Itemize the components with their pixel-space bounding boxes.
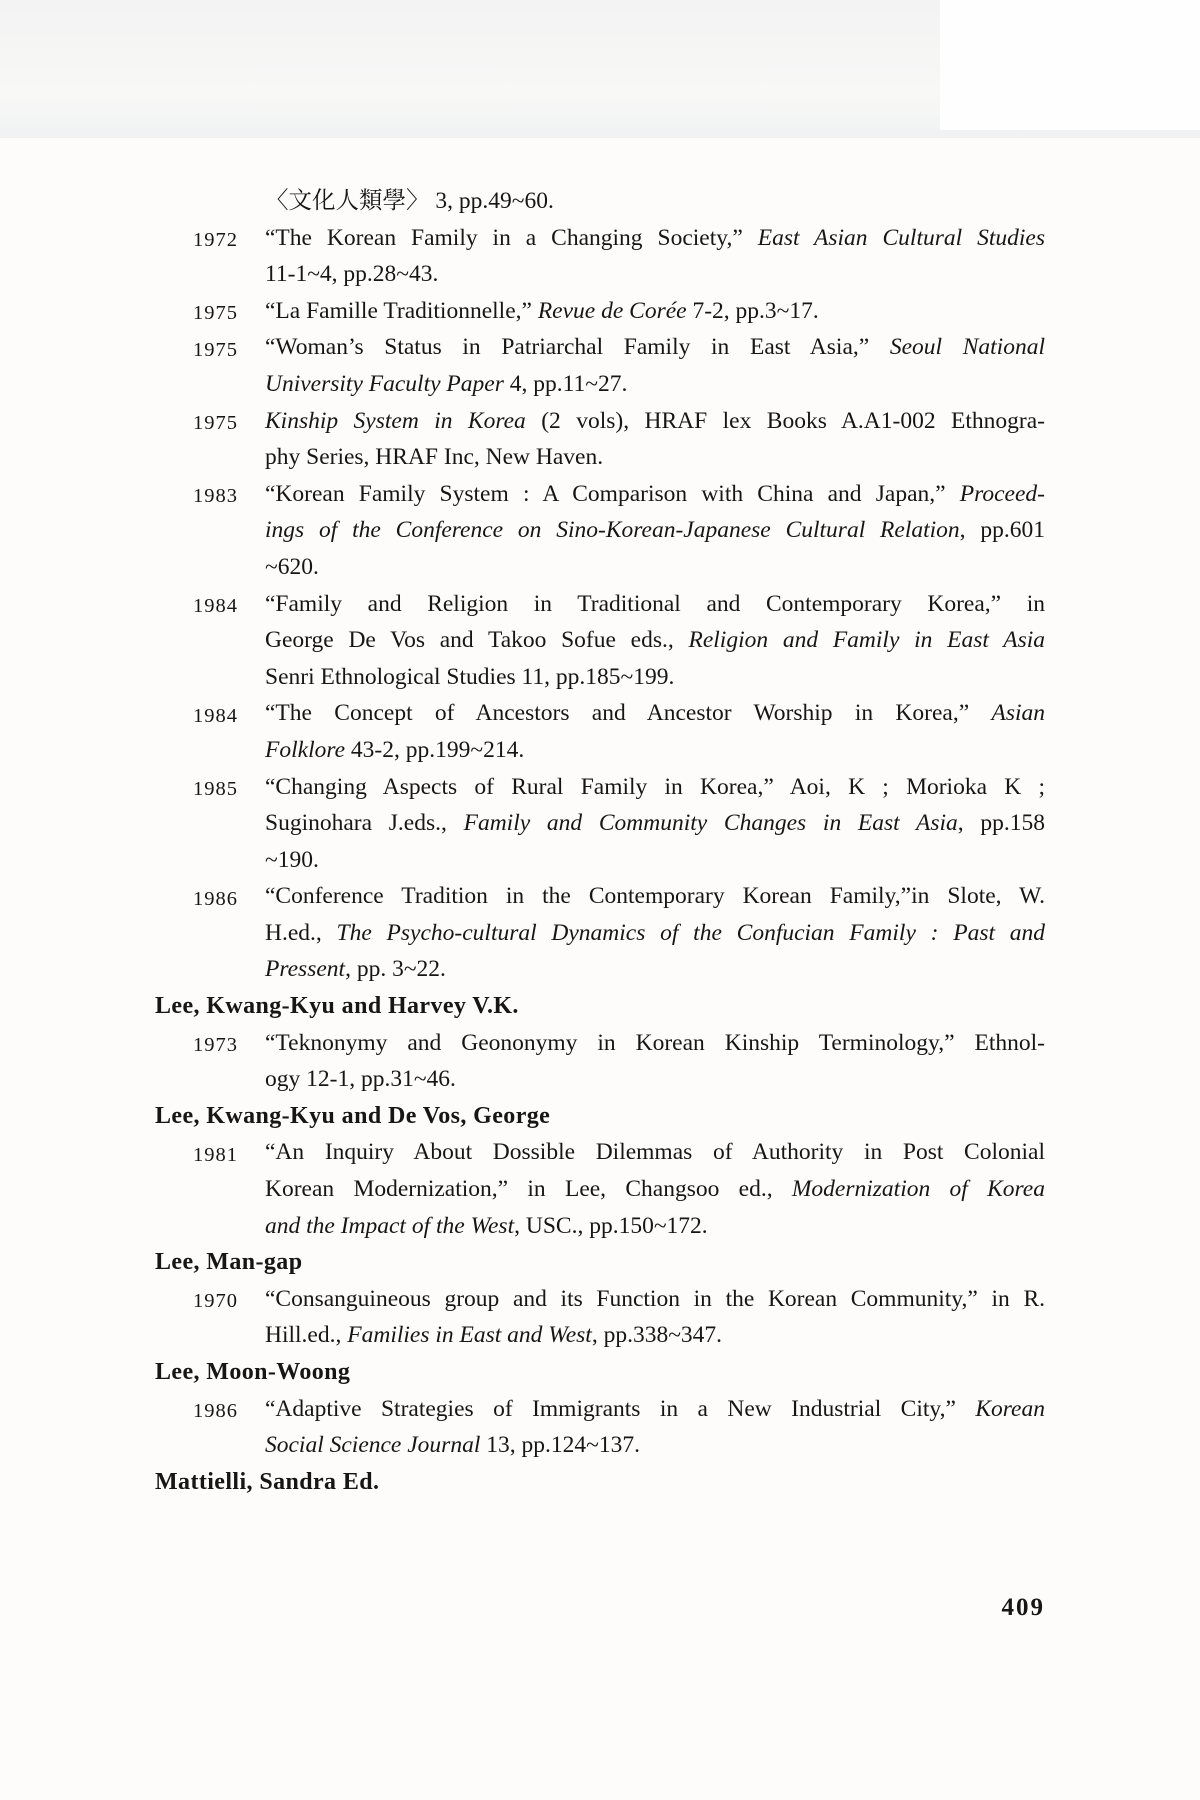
bib-line-text: “La Famille Traditionnelle,” <box>265 297 538 324</box>
bib-entry <box>155 293 1045 330</box>
bib-line <box>265 183 1045 220</box>
entry-year: 1972 <box>193 229 238 252</box>
entry-year: 1986 <box>193 1400 238 1423</box>
entry-year: 1975 <box>193 412 238 435</box>
bib-line-text: ~620. <box>265 553 319 580</box>
bib-entry <box>155 769 1045 879</box>
bib-line <box>265 695 1045 732</box>
bib-line <box>265 1134 1045 1171</box>
bib-line-text: ~190. <box>265 846 319 873</box>
bib-line-text: , pp.338~347. <box>591 1322 723 1349</box>
bib-line <box>265 1061 1045 1098</box>
bib-line <box>265 1171 1045 1208</box>
bib-line-italic-text: Social Science Journal <box>265 1432 481 1459</box>
bib-entry <box>155 878 1045 988</box>
bib-line-text: 13, pp.124~137. <box>480 1432 640 1459</box>
bib-line-text: Suginohara J.eds., <box>265 810 464 837</box>
bib-line <box>265 732 1045 769</box>
entry-year: 1986 <box>193 887 238 910</box>
bib-line <box>265 915 1045 952</box>
bib-line-italic-text: The Psycho-cultural Dynamics of the Confucian Family : Past and <box>336 919 1045 946</box>
scan-artifact-band <box>0 0 1200 138</box>
bib-line-italic-text: Religion and Family in East Asia <box>688 627 1045 654</box>
bib-line-italic-text: Families in East and West <box>347 1322 592 1349</box>
bib-line-text: “Woman’s Status in Patriarchal Family in East Asia,” <box>265 334 890 361</box>
bib-line-text: “Teknonymy and Geononymy in Korean Kinship Terminology,” Ethnol- <box>265 1029 1045 1056</box>
bib-line <box>265 842 1045 879</box>
bib-line-text: (2 vols), HRAF lex Books A.A1-002 Ethnogra- <box>525 407 1045 434</box>
bib-line-text: “An Inquiry About Dossible Dilemmas of Authority in Post Colonial <box>265 1139 1045 1166</box>
author-heading: Lee, Man-gap <box>155 1249 303 1276</box>
bib-entry <box>155 183 1045 220</box>
bib-line-text: “Consanguineous group and its Function in the Korean Community,” in R. <box>265 1285 1045 1312</box>
bib-entry <box>155 1391 1045 1464</box>
page-number: 409 <box>1001 1594 1045 1621</box>
bib-line <box>265 439 1045 476</box>
entry-year: 1984 <box>193 704 238 727</box>
author-heading: Mattielli, Sandra Ed. <box>155 1468 380 1495</box>
bib-line-italic-text: ings of the Conference on Sino-Korean-Japanese Cultural Relation <box>265 517 960 544</box>
entry-year: 1970 <box>193 1290 238 1313</box>
bib-line <box>265 622 1045 659</box>
bib-entry <box>155 695 1045 768</box>
bib-line <box>265 549 1045 586</box>
entry-year: 1985 <box>193 778 238 800</box>
bib-line-italic-text: Korean <box>975 1395 1045 1422</box>
bib-line <box>265 293 1045 330</box>
bib-line-italic-text: University Faculty Paper <box>265 370 504 397</box>
bib-line-text: , USC., pp.150~172. <box>514 1212 708 1239</box>
bib-line-text: , pp.158 <box>957 810 1046 837</box>
entry-year: 1975 <box>193 338 238 361</box>
bib-line-text: Hill.ed., <box>265 1322 348 1349</box>
entry-year: 1984 <box>193 595 238 618</box>
bib-line-text: 〈文化人類學〉 3, pp.49~60. <box>265 188 554 214</box>
bib-line <box>265 1208 1045 1245</box>
bib-line-italic-text: Kinship System in Korea <box>265 407 526 434</box>
bib-entry <box>155 476 1045 586</box>
bib-line-text: 11-1~4, pp.28~43. <box>265 261 439 288</box>
bib-entry <box>155 1281 1045 1354</box>
bib-entry <box>155 1134 1045 1244</box>
bib-line-text: “Conference Tradition in the Contemporary Korean Family,”in Slote, W. <box>265 883 1045 910</box>
bib-entry <box>155 329 1045 402</box>
bib-line <box>265 878 1045 915</box>
bib-line-italic-text: Modernization of Korea <box>791 1176 1045 1203</box>
author-heading: Lee, Kwang-Kyu and De Vos, George <box>155 1102 551 1129</box>
bib-line <box>265 1391 1045 1428</box>
entry-year: 1983 <box>193 485 238 508</box>
bib-line-text: ogy 12-1, pp.31~46. <box>265 1066 456 1093</box>
bib-entry <box>155 586 1045 696</box>
bib-line-text: “The Concept of Ancestors and Ancestor Worship in Korea,” <box>265 700 992 727</box>
entry-year: 1981 <box>193 1143 238 1166</box>
bib-line-italic-text: Proceed- <box>959 480 1045 507</box>
bib-line-text: “The Korean Family in a Changing Society,” <box>265 224 758 251</box>
author-heading: Lee, Kwang-Kyu and Harvey V.K. <box>155 993 519 1020</box>
bib-line-italic-text: East Asian Cultural Studies <box>757 224 1045 251</box>
bib-line <box>265 512 1045 549</box>
bib-line <box>265 476 1045 513</box>
bib-line <box>265 329 1045 366</box>
bib-line-italic-text: Asian <box>991 700 1045 727</box>
bib-line-text: “Changing Aspects of Rural Family in Korea,” Aoi, K ; Morioka K ; <box>265 773 1045 800</box>
bib-line-text: Korean Modernization,” in Lee, Changsoo ed., <box>265 1176 792 1203</box>
bib-line <box>265 1281 1045 1318</box>
bib-line-text: George De Vos and Takoo Sofue eds., <box>265 627 689 654</box>
bib-line <box>265 586 1045 623</box>
bib-line <box>265 659 1045 696</box>
bib-line <box>265 1317 1045 1354</box>
bib-line-text: phy Series, HRAF Inc, New Haven. <box>265 444 604 471</box>
entry-year: 1975 <box>193 302 238 325</box>
bibliography <box>155 183 1045 1500</box>
bib-line <box>265 366 1045 403</box>
bib-line-text: “Adaptive Strategies of Immigrants in a New Industrial City,” <box>265 1395 976 1422</box>
bib-line-italic-text: and the Impact of the West <box>265 1212 515 1239</box>
bib-entry <box>155 220 1045 293</box>
bib-line <box>265 805 1045 842</box>
bib-entry <box>155 1025 1045 1098</box>
bib-line <box>265 1025 1045 1062</box>
bib-line-text: H.ed., <box>265 919 337 946</box>
bib-line-italic-text: Pressent <box>265 956 346 983</box>
bib-line-text: 4, pp.11~27. <box>503 370 628 397</box>
bib-line <box>265 256 1045 293</box>
bib-line-italic-text: Seoul National <box>889 334 1045 361</box>
bib-line-text: “Family and Religion in Traditional and Contemporary Korea,” in <box>265 590 1045 617</box>
bib-line-italic-text: Folklore <box>265 736 346 763</box>
bib-entry <box>155 403 1045 476</box>
bib-line <box>265 951 1045 988</box>
scan-artifact-corner <box>940 0 1200 130</box>
bib-line <box>265 403 1045 440</box>
bib-line <box>265 1427 1045 1464</box>
bib-line <box>265 220 1045 257</box>
bib-line-text: , pp.601 <box>959 517 1045 544</box>
entry-year: 1973 <box>193 1034 238 1057</box>
bib-line-italic-text: Family and Community Changes in East Asia <box>463 810 958 837</box>
bib-line-text: “Korean Family System : A Comparison with China and Japan,” <box>265 480 960 507</box>
author-heading: Lee, Moon-Woong <box>155 1359 351 1385</box>
bib-line <box>265 769 1045 806</box>
bib-line-text: 43-2, pp.199~214. <box>345 736 525 763</box>
bib-line-text: 7-2, pp.3~17. <box>686 297 819 324</box>
bib-line-text: , pp. 3~22. <box>345 956 446 983</box>
bib-line-text: Senri Ethnological Studies 11, pp.185~199. <box>265 663 675 690</box>
bib-line-italic-text: Revue de Corée <box>537 297 687 324</box>
